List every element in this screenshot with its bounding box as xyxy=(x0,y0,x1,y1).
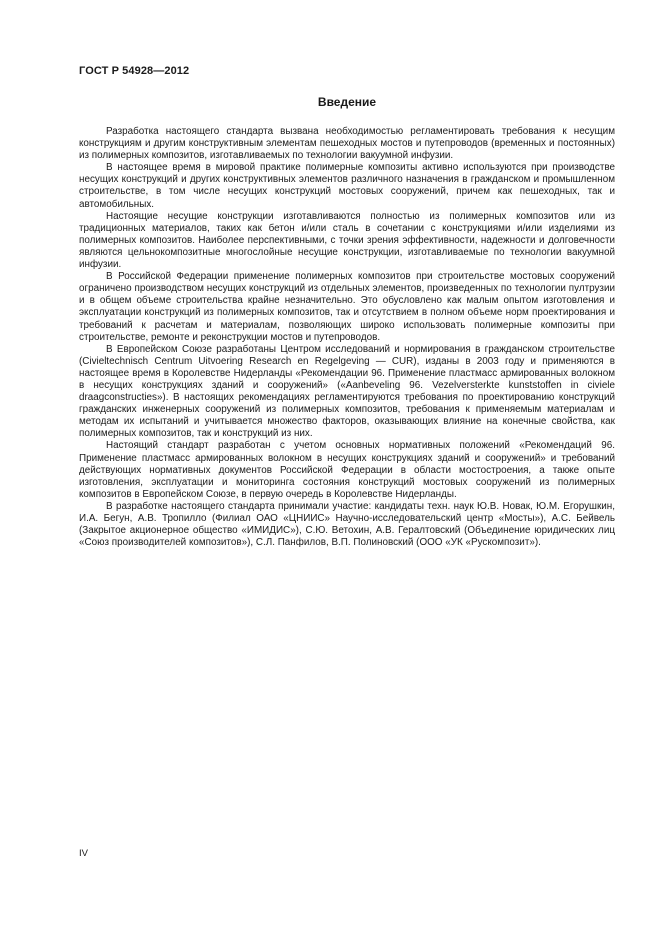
paragraph-7: В разработке настоящего стандарта принимали участие: кандидаты техн. наук Ю.В. Новак, Ю.М. Егорушкин, И.А. Бегун, А.В. Тропилло (Филиал ОАО «ЦНИИС» Научно-исследовательский центр «Мосты»), А.С. Бейвель (Закрытое акционерное общество «ИМИДИС»), С.Ю. Ветохин, А.В. Гералтовский (Объединение юридических лиц «Союз производителей композитов»), С.Л. Панфилов, В.П. Полиновский (ООО «УК «Рускомпозит»). xyxy=(79,500,615,549)
document-code-header: ГОСТ Р 54928—2012 xyxy=(79,65,190,77)
paragraph-6: Настоящий стандарт разработан с учетом основных нормативных положений «Рекомендаций 96. Применение пластмасс армированных волокном в несущих конструкциях зданий и сооружений» и требований действующих нормативных документов Российской Федерации в области мостостроения, а также опыте изготовления, эксплуатации и мониторинга состояния конструкций мостовых сооружений из полимерных композитов в Европейском Союзе, в первую очередь в Королевстве Нидерланды. xyxy=(79,440,615,500)
paragraph-5: В Европейском Союзе разработаны Центром исследований и нормирования в гражданском строительстве (Civieltechnisch Centrum Uitvoering Research en Regelgeving — CUR), изданы в 2003 году и применяются в настоящее время в Королевстве Нидерланды «Рекомендации 96. Применение пластмасс армированных волокном в несущих конструкциях зданий и сооружений» («Aanbeveling 96. Vezelversterkte kunststoffen in civiele draagconstructies»). В настоящих рекомендациях регламентируются требования по проектированию конструкций гражданских инженерных сооружений из полимерных композитов, требования к применяемым материалам и методам их испытаний и учитывается множество факторов, оказывающих влияние на конечные свойства, как полимерных композитов, так и конструкций из них. xyxy=(79,343,615,440)
paragraph-3: Настоящие несущие конструкции изготавливаются полностью из полимерных композитов или из традиционных материалов, таких как бетон и/или сталь в сочетании с конструкциями и/или изделиями из полимерных композитов. Наиболее перспективными, с точки зрения эффективности, надежности и долговечности являются цельнокомпозитные многослойные несущие конструкции, изготавливаемые по технологии вакуумной инфузии. xyxy=(79,210,615,271)
page-number: IV xyxy=(79,848,88,859)
paragraph-4: В Российской Федерации применение полимерных композитов при строительстве мостовых сооружений ограничено производством несущих конструкций из отдельных элементов, произведенных по технологии пултрузии и в общем объеме строительства крайне незначительно. Это обусловлено как малым опытом изготовления и эксплуатации конструкций из полимерных композитов, так и отсутствием в полном объеме норм проектирования и требований к расчетам и материалам, позволяющих широко использовать полимерные композиты при строительстве, ремонте и реконструкции мостов и путепроводов. xyxy=(79,271,615,343)
paragraph-1: Разработка настоящего стандарта вызвана необходимостью регламентировать требования к несущим конструкциям и другим конструктивным элементам пешеходных мостов и путепроводов (временных и постоянных) из полимерных композитов, изготавливаемых по технологии вакуумной инфузии. xyxy=(79,126,615,162)
introduction-body xyxy=(79,126,615,549)
section-title: Введение xyxy=(317,95,377,109)
paragraph-2: В настоящее время в мировой практике полимерные композиты активно используются при производстве несущих конструкций и других конструктивных элементов различного назначения в гражданском и промышленном строительстве, в том числе несущих конструкций мостовых сооружений, причем как пешеходных, так и автомобильных. xyxy=(79,162,615,210)
